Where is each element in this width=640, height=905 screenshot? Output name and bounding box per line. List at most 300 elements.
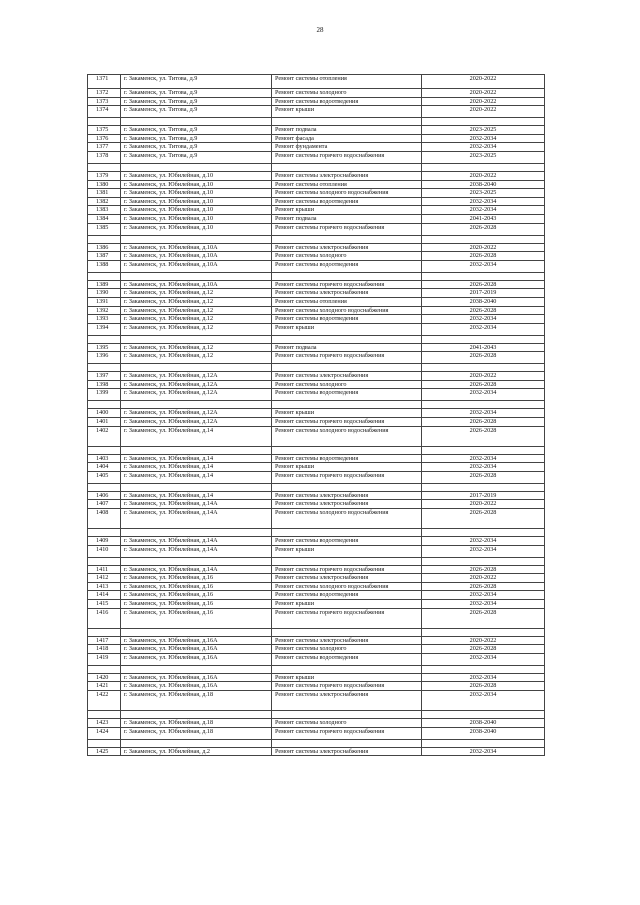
row-number-cell: 1392 [88,306,121,315]
row-number-cell: 1371 [88,75,121,89]
table-row [88,509,545,529]
address-cell: г. Закаменск, ул. Юбилейная, д.12 [121,315,272,324]
work-type-cell: Ремонт системы холодного водоснабжения [272,582,422,591]
row-number-cell: 1402 [88,426,121,446]
address-cell: г. Закаменск, ул. Юбилейная, д.10А [121,243,272,252]
row-number-cell: 1375 [88,126,121,135]
work-type-cell: Ремонт крыши [272,323,422,335]
table-row [88,180,545,189]
row-spacer [88,335,545,343]
address-cell: г. Закаменск, ул. Юбилейная, д.10А [121,252,272,261]
spacer-cell [88,163,121,171]
table-row [88,500,545,509]
row-number-cell: 1415 [88,600,121,609]
address-cell: г. Закаменск, ул. Юбилейная, д.10 [121,197,272,206]
work-type-cell: Ремонт системы электроснабжения [272,372,422,381]
years-cell: 2020-2022 [422,372,545,381]
address-cell: г. Закаменск, ул. Юбилейная, д.16А [121,645,272,654]
address-cell: г. Закаменск, ул. Юбилейная, д.16 [121,608,272,628]
row-spacer [88,483,545,491]
address-cell: г. Закаменск, ул. Юбилейная, д.12 [121,323,272,335]
spacer-cell [121,739,272,747]
years-cell: 2032-2034 [422,143,545,152]
spacer-cell [272,446,422,454]
table-row [88,600,545,609]
row-number-cell: 1384 [88,214,121,223]
address-cell: г. Закаменск, ул. Юбилейная, д.12А [121,418,272,427]
years-cell: 2041-2043 [422,343,545,352]
row-number-cell: 1416 [88,608,121,628]
spacer-cell [272,557,422,565]
row-number-cell: 1381 [88,189,121,198]
table-row [88,582,545,591]
row-number-cell: 1385 [88,223,121,235]
years-cell: 2020-2022 [422,106,545,118]
row-number-cell: 1408 [88,509,121,529]
years-cell: 2032-2034 [422,673,545,682]
years-cell: 2026-2028 [422,426,545,446]
row-number-cell: 1391 [88,297,121,306]
address-cell: г. Закаменск, ул. Юбилейная, д.14 [121,471,272,483]
years-cell: 2026-2028 [422,509,545,529]
years-cell: 2026-2028 [422,223,545,235]
work-type-cell: Ремонт системы горячего водоснабжения [272,352,422,364]
work-type-cell: Ремонт системы электроснабжения [272,747,422,756]
address-cell: г. Закаменск, ул. Юбилейная, д.16 [121,591,272,600]
work-type-cell: Ремонт системы холодного водоснабжения [272,189,422,198]
row-spacer [88,665,545,673]
address-cell: г. Закаменск, ул. Юбилейная, д.12А [121,380,272,389]
row-number-cell: 1378 [88,151,121,163]
work-type-cell: Ремонт системы горячего водоснабжения [272,682,422,691]
years-cell: 2032-2034 [422,389,545,401]
row-number-cell: 1394 [88,323,121,335]
work-type-cell: Ремонт системы холодного [272,645,422,654]
row-spacer [88,446,545,454]
years-cell: 2026-2028 [422,645,545,654]
page-number: 28 [316,26,324,34]
address-cell: г. Закаменск, ул. Титова, д.9 [121,97,272,106]
address-cell: г. Закаменск, ул. Юбилейная, д.18 [121,690,272,710]
years-cell: 2032-2034 [422,197,545,206]
table-row [88,75,545,89]
years-cell: 2020-2022 [422,500,545,509]
spacer-cell [121,446,272,454]
address-cell: г. Закаменск, ул. Юбилейная, д.16 [121,582,272,591]
years-cell: 2032-2034 [422,323,545,335]
table-row [88,727,545,739]
table-row [88,171,545,180]
address-cell: г. Закаменск, ул. Титова, д.9 [121,134,272,143]
row-number-cell: 1397 [88,372,121,381]
address-cell: г. Закаменск, ул. Юбилейная, д.14 [121,463,272,472]
work-type-cell: Ремонт системы холодного [272,380,422,389]
work-type-cell: Ремонт системы холодного [272,89,422,98]
spacer-cell [121,235,272,243]
years-cell: 2020-2022 [422,75,545,89]
row-spacer [88,235,545,243]
work-type-cell: Ремонт системы горячего водоснабжения [272,727,422,739]
work-type-cell: Ремонт системы водоотведения [272,389,422,401]
row-number-cell: 1403 [88,454,121,463]
spacer-cell [88,710,121,718]
work-type-cell: Ремонт крыши [272,409,422,418]
spacer-cell [121,364,272,372]
spacer-cell [422,739,545,747]
row-number-cell: 1406 [88,491,121,500]
row-spacer [88,272,545,280]
work-type-cell: Ремонт крыши [272,545,422,557]
table-row [88,574,545,583]
address-cell: г. Закаменск, ул. Юбилейная, д.16 [121,600,272,609]
row-spacer [88,529,545,537]
address-cell: г. Закаменск, ул. Юбилейная, д.14А [121,537,272,546]
table-row [88,380,545,389]
address-cell: г. Закаменск, ул. Титова, д.9 [121,143,272,152]
address-cell: г. Закаменск, ул. Юбилейная, д.16А [121,682,272,691]
work-type-cell: Ремонт системы электроснабжения [272,289,422,298]
years-cell: 2038-2040 [422,727,545,739]
table-row [88,89,545,98]
address-cell: г. Закаменск, ул. Юбилейная, д.10 [121,206,272,215]
years-cell: 2032-2034 [422,545,545,557]
spacer-cell [272,272,422,280]
address-cell: г. Закаменск, ул. Юбилейная, д.12 [121,306,272,315]
spacer-cell [121,665,272,673]
row-number-cell: 1419 [88,653,121,665]
row-number-cell: 1390 [88,289,121,298]
row-number-cell: 1398 [88,380,121,389]
table-row [88,126,545,135]
row-number-cell: 1389 [88,280,121,289]
years-cell: 2020-2022 [422,574,545,583]
table-row [88,260,545,272]
spacer-cell [272,364,422,372]
spacer-cell [88,335,121,343]
table-row [88,243,545,252]
table-row [88,682,545,691]
address-cell: г. Закаменск, ул. Юбилейная, д.10 [121,223,272,235]
address-cell: г. Закаменск, ул. Юбилейная, д.14 [121,454,272,463]
address-cell: г. Закаменск, ул. Юбилейная, д.12А [121,389,272,401]
spacer-cell [422,446,545,454]
table-row [88,636,545,645]
address-cell: г. Закаменск, ул. Юбилейная, д.14А [121,500,272,509]
years-cell: 2020-2022 [422,97,545,106]
address-cell: г. Закаменск, ул. Юбилейная, д.10А [121,260,272,272]
spacer-cell [121,628,272,636]
spacer-cell [121,401,272,409]
repair-schedule-table [87,74,545,756]
row-number-cell: 1382 [88,197,121,206]
table-row [88,608,545,628]
spacer-cell [121,118,272,126]
years-cell: 2032-2034 [422,315,545,324]
row-number-cell: 1412 [88,574,121,583]
address-cell: г. Закаменск, ул. Юбилейная, д.12А [121,409,272,418]
spacer-cell [88,628,121,636]
work-type-cell: Ремонт системы электроснабжения [272,171,422,180]
address-cell: г. Закаменск, ул. Юбилейная, д.10А [121,280,272,289]
spacer-cell [272,739,422,747]
spacer-cell [121,557,272,565]
spacer-cell [121,163,272,171]
work-type-cell: Ремонт крыши [272,106,422,118]
years-cell: 2026-2028 [422,682,545,691]
row-number-cell: 1405 [88,471,121,483]
spacer-cell [272,628,422,636]
table-row [88,491,545,500]
row-number-cell: 1400 [88,409,121,418]
table-row [88,418,545,427]
address-cell: г. Закаменск, ул. Титова, д.9 [121,75,272,89]
work-type-cell: Ремонт системы горячего водоснабжения [272,280,422,289]
row-spacer [88,739,545,747]
years-cell: 2032-2034 [422,409,545,418]
years-cell: 2026-2028 [422,280,545,289]
spacer-cell [88,118,121,126]
row-number-cell: 1423 [88,718,121,727]
table-row [88,223,545,235]
years-cell: 2023-2025 [422,126,545,135]
work-type-cell: Ремонт системы электроснабжения [272,690,422,710]
table-row [88,545,545,557]
spacer-cell [422,483,545,491]
years-cell: 2020-2022 [422,171,545,180]
address-cell: г. Закаменск, ул. Юбилейная, д.12 [121,343,272,352]
address-cell: г. Закаменск, ул. Титова, д.9 [121,151,272,163]
address-cell: г. Закаменск, ул. Юбилейная, д.14А [121,565,272,574]
spacer-cell [422,557,545,565]
address-cell: г. Закаменск, ул. Юбилейная, д.12 [121,289,272,298]
table-row [88,252,545,261]
years-cell: 2026-2028 [422,471,545,483]
address-cell: г. Закаменск, ул. Юбилейная, д.12 [121,352,272,364]
row-spacer [88,364,545,372]
table-row [88,134,545,143]
years-cell: 2026-2028 [422,565,545,574]
work-type-cell: Ремонт подвала [272,343,422,352]
work-type-cell: Ремонт фасада [272,134,422,143]
years-cell: 2032-2034 [422,690,545,710]
spacer-cell [272,163,422,171]
row-number-cell: 1380 [88,180,121,189]
table-row [88,645,545,654]
years-cell: 2026-2028 [422,252,545,261]
address-cell: г. Закаменск, ул. Юбилейная, д.12 [121,297,272,306]
address-cell: г. Закаменск, ул. Юбилейная, д.10 [121,189,272,198]
row-number-cell: 1372 [88,89,121,98]
spacer-cell [272,335,422,343]
work-type-cell: Ремонт системы электроснабжения [272,491,422,500]
row-spacer [88,163,545,171]
table-row [88,206,545,215]
row-number-cell: 1404 [88,463,121,472]
spacer-cell [422,235,545,243]
spacer-cell [88,483,121,491]
work-type-cell: Ремонт системы водоотведения [272,197,422,206]
table-row [88,565,545,574]
work-type-cell: Ремонт системы водоотведения [272,653,422,665]
table-row [88,352,545,364]
work-type-cell: Ремонт системы электроснабжения [272,636,422,645]
row-number-cell: 1379 [88,171,121,180]
spacer-cell [88,235,121,243]
row-number-cell: 1424 [88,727,121,739]
work-type-cell: Ремонт системы холодного [272,252,422,261]
table-row [88,653,545,665]
years-cell: 2032-2034 [422,653,545,665]
spacer-cell [422,529,545,537]
years-cell: 2020-2022 [422,636,545,645]
address-cell: г. Закаменск, ул. Юбилейная, д.18 [121,727,272,739]
row-number-cell: 1425 [88,747,121,756]
work-type-cell: Ремонт системы электроснабжения [272,574,422,583]
address-cell: г. Закаменск, ул. Юбилейная, д.14 [121,426,272,446]
work-type-cell: Ремонт системы холодного водоснабжения [272,509,422,529]
spacer-cell [272,118,422,126]
years-cell: 2032-2034 [422,134,545,143]
years-cell: 2032-2034 [422,537,545,546]
row-number-cell: 1414 [88,591,121,600]
row-number-cell: 1383 [88,206,121,215]
table-row [88,389,545,401]
work-type-cell: Ремонт системы отопления [272,297,422,306]
address-cell: г. Закаменск, ул. Титова, д.9 [121,89,272,98]
years-cell: 2020-2022 [422,243,545,252]
row-number-cell: 1411 [88,565,121,574]
row-number-cell: 1401 [88,418,121,427]
years-cell: 2026-2028 [422,608,545,628]
table-row [88,591,545,600]
row-number-cell: 1421 [88,682,121,691]
years-cell: 2032-2034 [422,454,545,463]
spacer-cell [422,163,545,171]
address-cell: г. Закаменск, ул. Титова, д.9 [121,126,272,135]
table-row [88,97,545,106]
row-number-cell: 1376 [88,134,121,143]
row-spacer [88,557,545,565]
years-cell: 2032-2034 [422,747,545,756]
row-spacer [88,118,545,126]
work-type-cell: Ремонт системы отопления [272,75,422,89]
work-type-cell: Ремонт системы отопления [272,180,422,189]
spacer-cell [422,401,545,409]
row-number-cell: 1393 [88,315,121,324]
years-cell: 2041-2043 [422,214,545,223]
table-row [88,718,545,727]
address-cell: г. Закаменск, ул. Юбилейная, д.16А [121,653,272,665]
work-type-cell: Ремонт фундамента [272,143,422,152]
row-number-cell: 1395 [88,343,121,352]
address-cell: г. Закаменск, ул. Юбилейная, д.2 [121,747,272,756]
years-cell: 2038-2040 [422,180,545,189]
work-type-cell: Ремонт системы водоотведения [272,591,422,600]
table-row [88,214,545,223]
years-cell: 2026-2028 [422,582,545,591]
row-number-cell: 1409 [88,537,121,546]
years-cell: 2017-2019 [422,289,545,298]
years-cell: 2032-2034 [422,600,545,609]
row-number-cell: 1420 [88,673,121,682]
spacer-cell [272,401,422,409]
work-type-cell: Ремонт системы горячего водоснабжения [272,565,422,574]
table-row [88,747,545,756]
table-row [88,197,545,206]
years-cell: 2020-2022 [422,89,545,98]
address-cell: г. Закаменск, ул. Юбилейная, д.10 [121,171,272,180]
work-type-cell: Ремонт системы водоотведения [272,260,422,272]
spacer-cell [272,483,422,491]
spacer-cell [88,665,121,673]
work-type-cell: Ремонт крыши [272,206,422,215]
address-cell: г. Закаменск, ул. Юбилейная, д.14 [121,491,272,500]
address-cell: г. Закаменск, ул. Юбилейная, д.18 [121,718,272,727]
table-row [88,343,545,352]
years-cell: 2032-2034 [422,591,545,600]
work-type-cell: Ремонт подвала [272,214,422,223]
work-type-cell: Ремонт крыши [272,600,422,609]
years-cell: 2026-2028 [422,306,545,315]
spacer-cell [272,710,422,718]
table-row [88,151,545,163]
spacer-cell [88,529,121,537]
table-row [88,289,545,298]
years-cell: 2026-2028 [422,352,545,364]
table-row [88,454,545,463]
spacer-cell [88,739,121,747]
spacer-cell [422,118,545,126]
spacer-cell [272,665,422,673]
work-type-cell: Ремонт системы водоотведения [272,454,422,463]
row-number-cell: 1388 [88,260,121,272]
spacer-cell [88,557,121,565]
work-type-cell: Ремонт крыши [272,673,422,682]
address-cell: г. Закаменск, ул. Юбилейная, д.12А [121,372,272,381]
work-type-cell: Ремонт системы холодного водоснабжения [272,306,422,315]
work-type-cell: Ремонт системы холодного водоснабжения [272,426,422,446]
spacer-cell [121,483,272,491]
row-spacer [88,628,545,636]
table-row [88,143,545,152]
row-number-cell: 1418 [88,645,121,654]
row-number-cell: 1410 [88,545,121,557]
address-cell: г. Закаменск, ул. Титова, д.9 [121,106,272,118]
table-row [88,306,545,315]
years-cell: 2032-2034 [422,206,545,215]
spacer-cell [422,665,545,673]
work-type-cell: Ремонт системы горячего водоснабжения [272,151,422,163]
row-number-cell: 1387 [88,252,121,261]
spacer-cell [272,529,422,537]
work-type-cell: Ремонт системы горячего водоснабжения [272,418,422,427]
work-type-cell: Ремонт системы холодного [272,718,422,727]
row-number-cell: 1373 [88,97,121,106]
row-number-cell: 1377 [88,143,121,152]
table-row [88,690,545,710]
spacer-cell [88,446,121,454]
years-cell: 2038-2040 [422,297,545,306]
row-spacer [88,710,545,718]
row-number-cell: 1407 [88,500,121,509]
table-body [88,75,545,756]
work-type-cell: Ремонт подвала [272,126,422,135]
address-cell: г. Закаменск, ул. Юбилейная, д.16А [121,636,272,645]
years-cell: 2032-2034 [422,260,545,272]
spacer-cell [121,335,272,343]
table-row [88,280,545,289]
years-cell: 2023-2025 [422,189,545,198]
